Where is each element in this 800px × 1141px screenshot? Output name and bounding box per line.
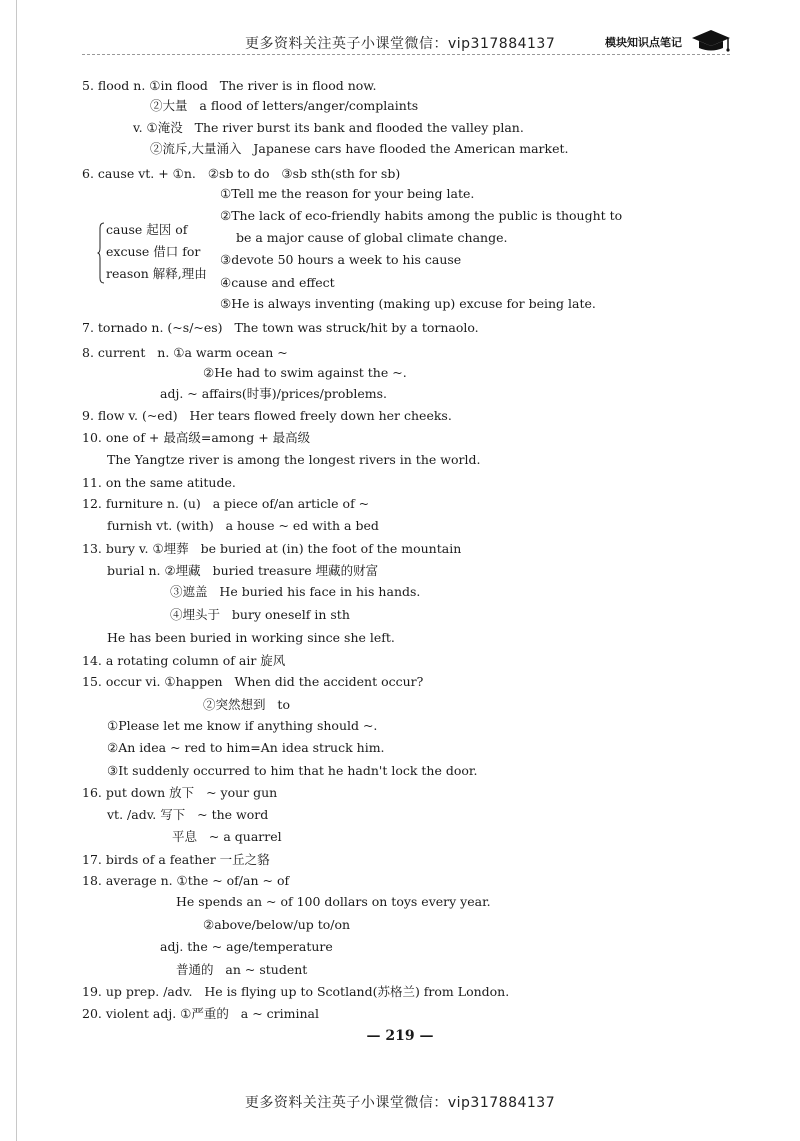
entry-line: 15. occur vi. ①happen When did the accident occur? [82, 674, 424, 689]
page-header [0, 27, 800, 57]
left-brace [97, 222, 105, 284]
entry-line: 18. average n. ①the ~ of/an ~ of [82, 873, 290, 888]
entry-line: v. ①淹没 The river burst its bank and flooded the valley plan. [133, 120, 524, 135]
entry-line: 普通的 an ~ student [176, 962, 308, 977]
side-note: reason 解释,理由 [106, 266, 207, 281]
entry-line: 11. on the same atitude. [82, 475, 236, 490]
entry-line: adj. ~ affairs(时事)/prices/problems. [160, 386, 388, 401]
entry-line: vt. /adv. 写下 ~ the word [107, 807, 269, 822]
page-number: — 219 — [366, 1028, 434, 1044]
entry-line: ②He had to swim against the ~. [203, 365, 407, 380]
header-rule [82, 54, 730, 55]
entry-line: ②突然想到 to [203, 697, 290, 712]
footer-watermark: 更多资料关注英子小课堂微信：vip317884137 [244, 1095, 556, 1111]
entry-line: 13. bury v. ①埋葬 be buried at (in) the foot of the mountain [82, 541, 462, 556]
graduation-cap-icon [690, 27, 732, 53]
entry-line: He has been buried in working since she left. [107, 630, 395, 645]
entry-line: 16. put down 放下 ~ your gun [82, 785, 278, 800]
entry-line: 17. birds of a feather 一丘之貉 [82, 852, 270, 867]
entry-line: furnish vt. (with) a house ~ ed with a bed [107, 518, 379, 533]
entry-line: ②大量 a flood of letters/anger/complaints [150, 98, 419, 113]
side-note: cause 起因 of [106, 222, 188, 237]
entry-line: ①Tell me the reason for your being late. [220, 186, 475, 201]
entry-line: The Yangtze river is among the longest rivers in the world. [107, 452, 481, 467]
entry-line: 8. current n. ①a warm ocean ~ [82, 345, 288, 360]
entry-line: 14. a rotating column of air 旋风 [82, 653, 286, 668]
entry-line: 平息 ~ a quarrel [172, 829, 282, 844]
entry-line: ②The lack of eco-friendly habits among the public is thought to [220, 208, 623, 223]
entry-line: ③It suddenly occurred to him that he hadn't lock the door. [107, 763, 478, 778]
entry-line: 19. up prep. /adv. He is flying up to Scotland(苏格兰) from London. [82, 984, 510, 999]
entry-line: 6. cause vt. + ①n. ②sb to do ③sb sth(sth for sb) [82, 166, 401, 181]
entry-line: 12. furniture n. (u) a piece of/an article of ~ [82, 496, 370, 511]
binding-line [16, 0, 17, 1141]
entry-line: ①Please let me know if anything should ~. [107, 718, 378, 733]
entry-line: 9. flow v. (~ed) Her tears flowed freely down her cheeks. [82, 408, 452, 423]
entry-line: ②流斥,大量涌入 Japanese cars have flooded the American market. [150, 141, 569, 156]
entry-line: ③devote 50 hours a week to his cause [220, 252, 462, 267]
entry-line: ②An idea ~ red to him=An idea struck him. [107, 740, 385, 755]
entry-line: be a major cause of global climate change. [236, 230, 508, 245]
entry-line: 5. flood n. ①in flood The river is in flood now. [82, 78, 377, 93]
entry-line: 7. tornado n. (~s/~es) The town was struck/hit by a tornaolo. [82, 320, 479, 335]
entry-line: He spends an ~ of 100 dollars on toys every year. [176, 894, 491, 909]
entry-line: adj. the ~ age/temperature [160, 939, 333, 954]
side-note: excuse 借口 for [106, 244, 201, 259]
entry-line: ⑤He is always inventing (making up) excuse for being late. [220, 296, 596, 311]
entry-line: 10. one of + 最高级=among + 最高级 [82, 430, 311, 445]
entry-line: 20. violent adj. ①严重的 a ~ criminal [82, 1006, 319, 1021]
entry-line: ②above/below/up to/on [203, 917, 351, 932]
entry-line: burial n. ②埋藏 buried treasure 埋藏的财富 [107, 563, 379, 578]
header-watermark: 更多资料关注英子小课堂微信：vip317884137 [245, 36, 556, 52]
entry-line: ④cause and effect [220, 275, 335, 290]
entry-line: ④埋头于 bury oneself in sth [170, 607, 350, 622]
header-label: 模块知识点笔记 [605, 36, 682, 49]
entry-line: ③遮盖 He buried his face in his hands. [170, 584, 421, 599]
